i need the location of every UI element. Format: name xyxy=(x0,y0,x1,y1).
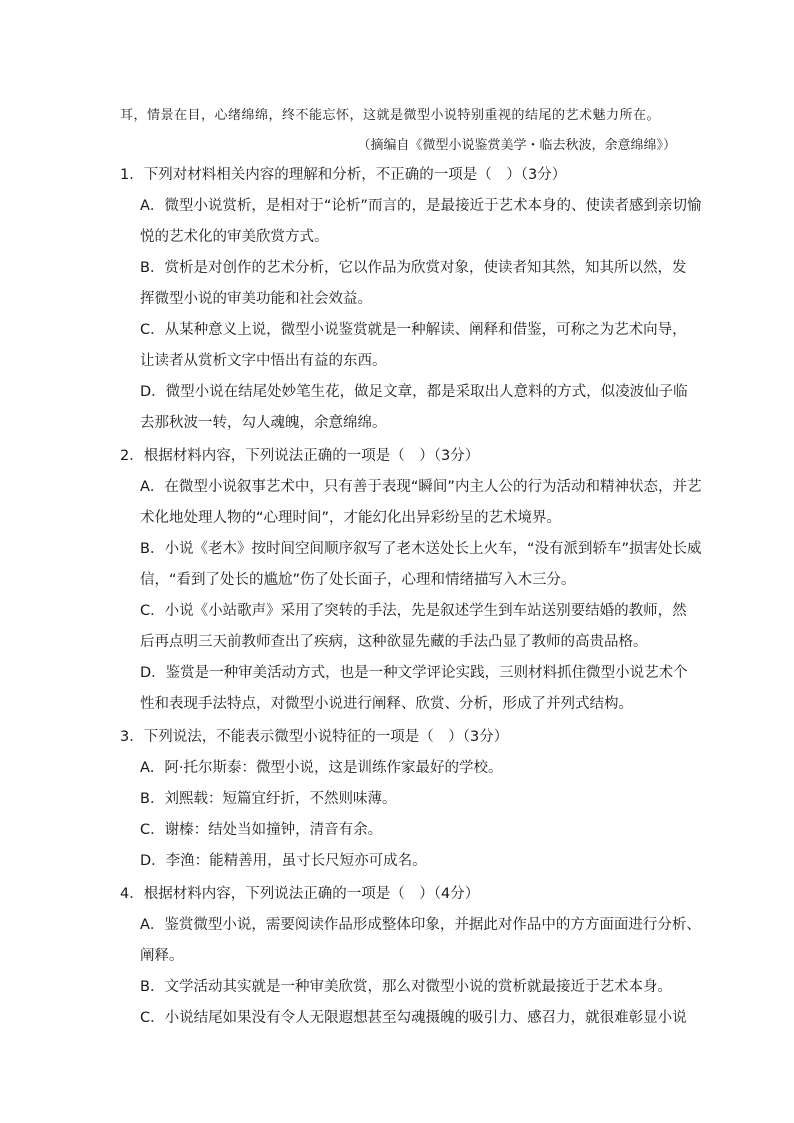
question-4-option-b: B．文学活动其实就是一种审美欣赏，那么对微型小说的赏析就最接近于艺术本身。 xyxy=(140,979,672,995)
question-2-option-d-cont: 性和表现手法特点，对微型小说进行阐释、欣赏、分析，形成了并列式结构。 xyxy=(140,696,633,712)
question-2-option-b-cont: 信，“看到了处长的尴尬”伤了处长面子，心理和情绪描写入木三分。 xyxy=(140,572,576,588)
question-2-stem: 2．根据材料内容，下列说法正确的一项是（ ）（3分） xyxy=(120,448,480,464)
question-1-option-a: A．微型小说赏析，是相对于“论析”而言的，是最接近于艺术本身的、使读者感到亲切愉 xyxy=(140,198,702,214)
question-4-stem: 4．根据材料内容，下列说法正确的一项是（ ）（4分） xyxy=(120,886,480,902)
question-2-option-a: A．在微型小说叙事艺术中，只有善于表现“瞬间”内主人公的行为活动和精神状态，并艺 xyxy=(140,479,702,495)
question-1-option-a-cont: 悦的艺术化的审美欣赏方式。 xyxy=(140,229,329,245)
question-2-option-d: D．鉴赏是一种审美活动方式，也是一种文学评论实践，三则材料抓住微型小说艺术个 xyxy=(140,665,688,681)
question-4-option-c: C．小说结尾如果没有令人无限遐想甚至勾魂摄魄的吸引力、感召力，就很难彰显小说 xyxy=(140,1010,687,1026)
passage-last-line: 耳，情景在目，心绪绵绵，终不能忘怀，这就是微型小说特别重视的结尾的艺术魅力所在。 xyxy=(120,108,661,123)
question-2-option-b: B．小说《老木》按时间空间顺序叙写了老木送处长上火车，“没有派到轿车”损害处长威 xyxy=(140,541,702,557)
passage-source: （摘编自《微型小说鉴赏美学・临去秋波，余意绵绵》） xyxy=(357,138,676,153)
question-2-option-c: C．小说《小站歌声》采用了突转的手法，先是叙述学生到车站送别要结婚的教师，然 xyxy=(140,603,687,619)
question-1-option-d: D．微型小说在结尾处妙笔生花，做足文章，都是采取出人意料的方式，似凌波仙子临 xyxy=(140,384,688,400)
question-3-option-a: A．阿·托尔斯泰：微型小说，这是训练作家最好的学校。 xyxy=(140,760,503,776)
question-3-option-c: C．谢榛：结处当如撞钟，清音有余。 xyxy=(140,822,383,838)
question-1-option-b: B．赏析是对创作的艺术分析，它以作品为欣赏对象，使读者知其然，知其所以然，发 xyxy=(140,260,687,276)
question-4-option-a-cont: 阐释。 xyxy=(140,948,184,964)
question-1-option-b-cont: 挥微型小说的审美功能和社会效益。 xyxy=(140,291,372,307)
question-3-option-b: B．刘熙载：短篇宜纡折，不然则味薄。 xyxy=(140,791,397,807)
question-3-stem: 3．下列说法，不能表示微型小说特征的一项是（ ）（3分） xyxy=(120,729,509,745)
question-4-option-a: A．鉴赏微型小说，需要阅读作品形成整体印象，并据此对作品中的方方面面进行分析、 xyxy=(140,917,701,933)
question-2-option-c-cont: 后再点明三天前教师查出了疾病，这种欲显先藏的手法凸显了教师的高贵品格。 xyxy=(140,634,648,650)
question-1-stem: 1．下列对材料相关内容的理解和分析，不正确的一项是（ ）（3分） xyxy=(120,167,567,183)
question-3-option-d: D．李渔：能精善用，虽寸长尺短亦可成名。 xyxy=(140,853,427,869)
question-1-option-c: C．从某种意义上说，微型小说鉴赏就是一种解读、阐释和借鉴，可称之为艺术向导， xyxy=(140,322,687,338)
question-1-option-c-cont: 让读者从赏析文字中悟出有益的东西。 xyxy=(140,353,387,369)
question-1-option-d-cont: 去那秋波一转，勾人魂魄，余意绵绵。 xyxy=(140,415,387,431)
question-2-option-a-cont: 术化地处理人物的“心理时间”，才能幻化出异彩纷呈的艺术境界。 xyxy=(140,510,562,526)
